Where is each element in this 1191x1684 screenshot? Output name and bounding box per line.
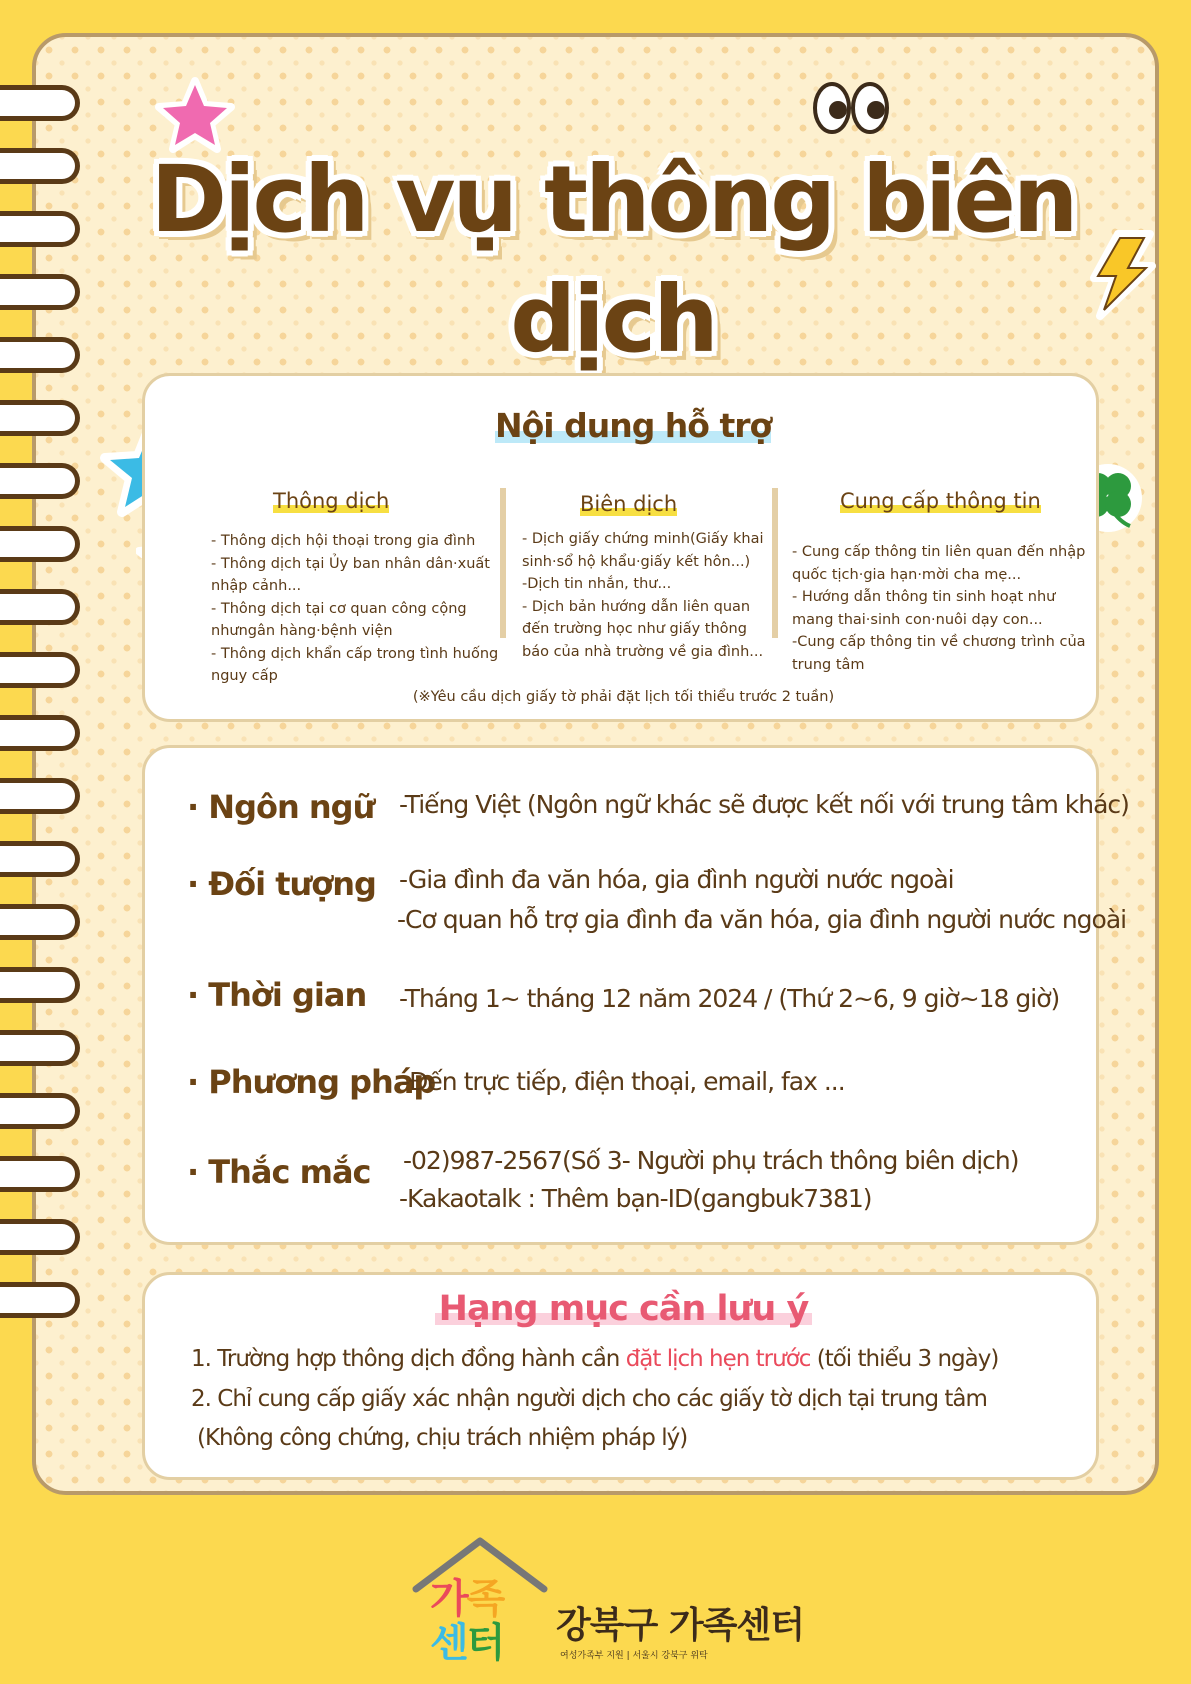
notice-highlight: đặt lịch hẹn trước	[625, 1346, 811, 1372]
binding-ring	[0, 400, 88, 436]
notice-line-1: 1. Trường hợp thông dịch đồng hành cần đặt lịch hẹn trước (tối thiểu 3 ngày)	[191, 1346, 999, 1372]
org-subtitle: 여성가족부 지원 | 서울시 강북구 위탁	[560, 1651, 708, 1661]
spiral-binding	[0, 0, 100, 1684]
column-divider	[772, 488, 778, 638]
notice-heading-wrap	[145, 1289, 1102, 1329]
target-value-1: -Gia đình đa văn hóa, gia đình người nước ngoài	[399, 865, 954, 894]
binding-ring	[0, 715, 88, 751]
column-text-translation: - Dịch giấy chứng minh(Giấy khai sinh·sổ hộ khẩu·giấy kết hôn...) -Dịch tin nhắn, thư... - Dịch bản hướng dẫn liên quan đến trường học như giấy thông báo của nhà trường về gia đình...	[522, 531, 764, 660]
title-block	[118, 140, 1108, 373]
binding-ring	[0, 526, 88, 562]
notice-heading: Hạng mục cần lưu ý	[439, 1289, 809, 1329]
inquiry-kakaotalk: -Kakaotalk : Thêm bạn-ID(gangbuk7381)	[399, 1184, 872, 1213]
target-label: · Đối tượng	[187, 865, 376, 903]
column-text-information: - Cung cấp thông tin liên quan đến nhập quốc tịch·gia hạn·mời cha mẹ... - Hướng dẫn thông tin sinh hoạt như mang thai·sinh con·nuôi dạy con... -Cung cấp thông tin về chương trình của trung tâm	[792, 544, 1086, 673]
binding-ring	[0, 85, 88, 121]
footer-logo	[410, 1535, 804, 1675]
method-value: -Đến trực tiếp, điện thoại, email, fax ...	[401, 1067, 845, 1096]
binding-ring	[0, 1156, 88, 1192]
target-value-2: -Cơ quan hỗ trợ gia đình đa văn hóa, gia đình người nước ngoài	[397, 905, 1127, 934]
binding-ring	[0, 841, 88, 877]
support-note: (※Yêu cầu dịch giấy tờ phải đặt lịch tối thiểu trước 2 tuần)	[412, 689, 835, 705]
page-title: Dịch vụ thông biên dịch	[150, 146, 1076, 373]
binding-ring	[0, 652, 88, 688]
binding-ring	[0, 148, 88, 184]
info-card	[142, 745, 1129, 1245]
binding-ring	[0, 1030, 88, 1066]
binding-ring	[0, 337, 88, 373]
time-value: -Tháng 1~ tháng 12 năm 2024 / (Thứ 2~6, 9 giờ~18 giờ)	[399, 984, 1060, 1013]
binding-ring	[0, 1282, 88, 1318]
inquiry-phone: -02)987-2567(Số 3- Người phụ trách thông biên dịch)	[403, 1146, 1019, 1175]
method-label: · Phương pháp	[187, 1063, 436, 1101]
notice-line-2: 2. Chỉ cung cấp giấy xác nhận người dịch cho các giấy tờ dịch tại trung tâm	[191, 1386, 987, 1412]
column-text-interpretation: - Thông dịch hội thoại trong gia đình - Thông dịch tại Ủy ban nhân dân·xuất nhập cảnh... - Thông dịch tại cơ quan công cộng nhưngân hàng·bệnh viện - Thông dịch khẩn cấp trong tình huống nguy cấp	[211, 533, 499, 684]
binding-ring	[0, 904, 88, 940]
column-heading-interpretation: Thông dịch	[273, 489, 390, 513]
support-card	[142, 373, 1099, 722]
binding-ring	[0, 589, 88, 625]
inquiry-label: · Thắc mắc	[187, 1153, 371, 1191]
org-name: 강북구 가족센터	[556, 1605, 804, 1646]
support-heading: Nội dung hỗ trợ	[495, 406, 772, 445]
notice-line-3: (Không công chứng, chịu trách nhiệm pháp lý)	[197, 1425, 688, 1451]
column-heading-translation: Biên dịch	[580, 492, 678, 516]
eyes-icon	[812, 80, 892, 136]
column-heading-information: Cung cấp thông tin	[840, 489, 1041, 513]
binding-ring	[0, 211, 88, 247]
column-divider	[500, 488, 506, 638]
binding-ring	[0, 274, 88, 310]
binding-ring	[0, 463, 88, 499]
logo-characters: 가족 센터	[430, 1576, 504, 1666]
time-label: · Thời gian	[187, 976, 367, 1014]
binding-ring	[0, 1093, 88, 1129]
binding-ring	[0, 1219, 88, 1255]
binding-ring	[0, 778, 88, 814]
language-value: -Tiếng Việt (Ngôn ngữ khác sẽ được kết nối với trung tâm khác)	[399, 790, 1129, 819]
language-label: · Ngôn ngữ	[187, 788, 375, 826]
notice-card	[142, 1272, 1099, 1480]
binding-ring	[0, 967, 88, 1003]
